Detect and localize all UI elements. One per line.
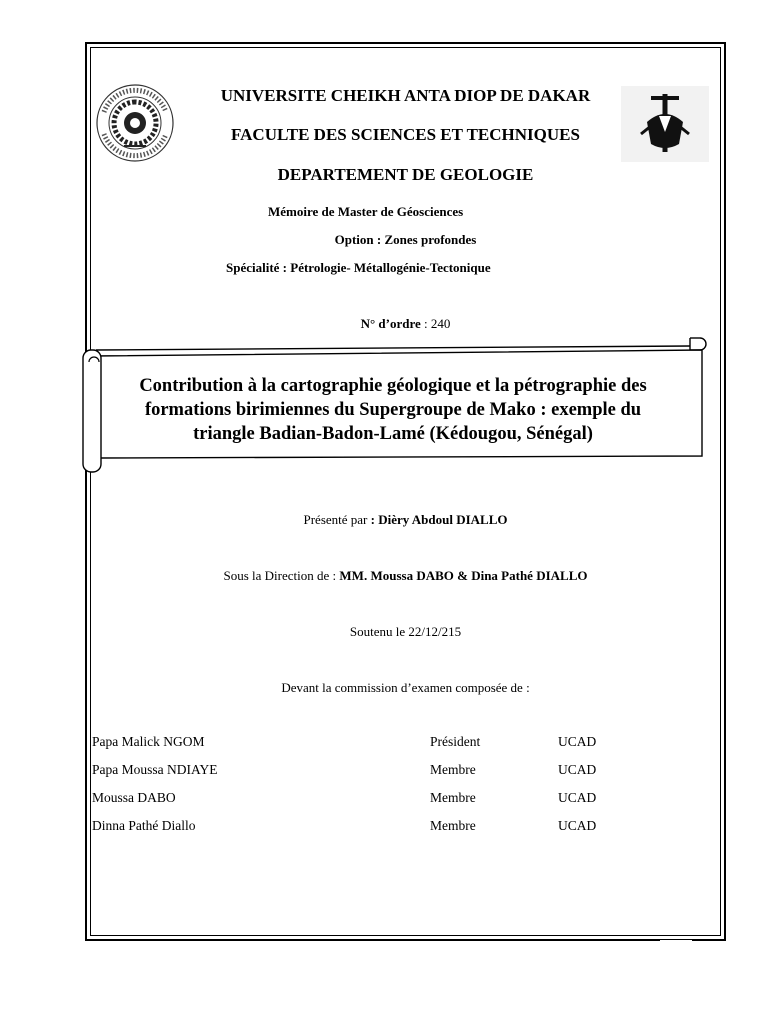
jury-role: Président [430, 734, 481, 749]
supervisors-names: MM. Moussa DABO & Dina Pathé DIALLO [339, 568, 588, 583]
option-line: Option : Zones profondes [334, 232, 477, 247]
author-name: : Dièry Abdoul DIALLO [370, 512, 508, 527]
jury-row [90, 790, 721, 810]
jury-intro: Devant la commission d’examen composée de : [281, 680, 530, 695]
thesis-title-line-1: Contribution à la cartographie géologique et la pétrographie des [139, 376, 647, 396]
thesis-title-line-3: triangle Badian-Badon-Lamé (Kédougou, Sénégal) [193, 424, 593, 444]
supervision-label: Sous la Direction de : [223, 568, 340, 583]
university-name: UNIVERSITE CHEIKH ANTA DIOP DE DAKAR [220, 86, 591, 105]
faculty-name: FACULTE DES SCIENCES ET TECHNIQUES [231, 125, 580, 144]
jury-role: Membre [430, 818, 476, 833]
supervision [90, 568, 721, 584]
order-label: N° d’ordre [360, 316, 421, 331]
jury-name: Moussa DABO [92, 790, 176, 805]
jury-role: Membre [430, 762, 476, 777]
thesis-title [100, 374, 686, 446]
department-name: DEPARTEMENT DE GEOLOGIE [277, 165, 534, 184]
jury-row [90, 762, 721, 782]
jury-name: Papa Malick NGOM [92, 734, 205, 749]
jury-affiliation: UCAD [558, 762, 597, 777]
jury-role: Membre [430, 790, 476, 805]
presented-by-label: Présenté par [303, 512, 371, 527]
jury-row [90, 734, 721, 754]
jury-affiliation: UCAD [558, 790, 597, 805]
jury-affiliation: UCAD [558, 734, 597, 749]
border-gap-mark [660, 940, 692, 943]
presented-by [90, 512, 721, 528]
memoire-type: Mémoire de Master de Géosciences [268, 204, 464, 219]
thesis-title-line-2: formations birimiennes du Supergroupe de Mako : exemple du [144, 400, 642, 420]
order-value: : 240 [420, 316, 451, 331]
jury-name: Dinna Pathé Diallo [92, 818, 196, 833]
jury-name: Papa Moussa NDIAYE [92, 762, 218, 777]
jury-affiliation: UCAD [558, 818, 597, 833]
specialite-line: Spécialité : Pétrologie- Métallogénie-Tectonique [226, 260, 491, 275]
jury-row [90, 818, 721, 838]
defense-date: Soutenu le 22/12/215 [349, 624, 462, 639]
